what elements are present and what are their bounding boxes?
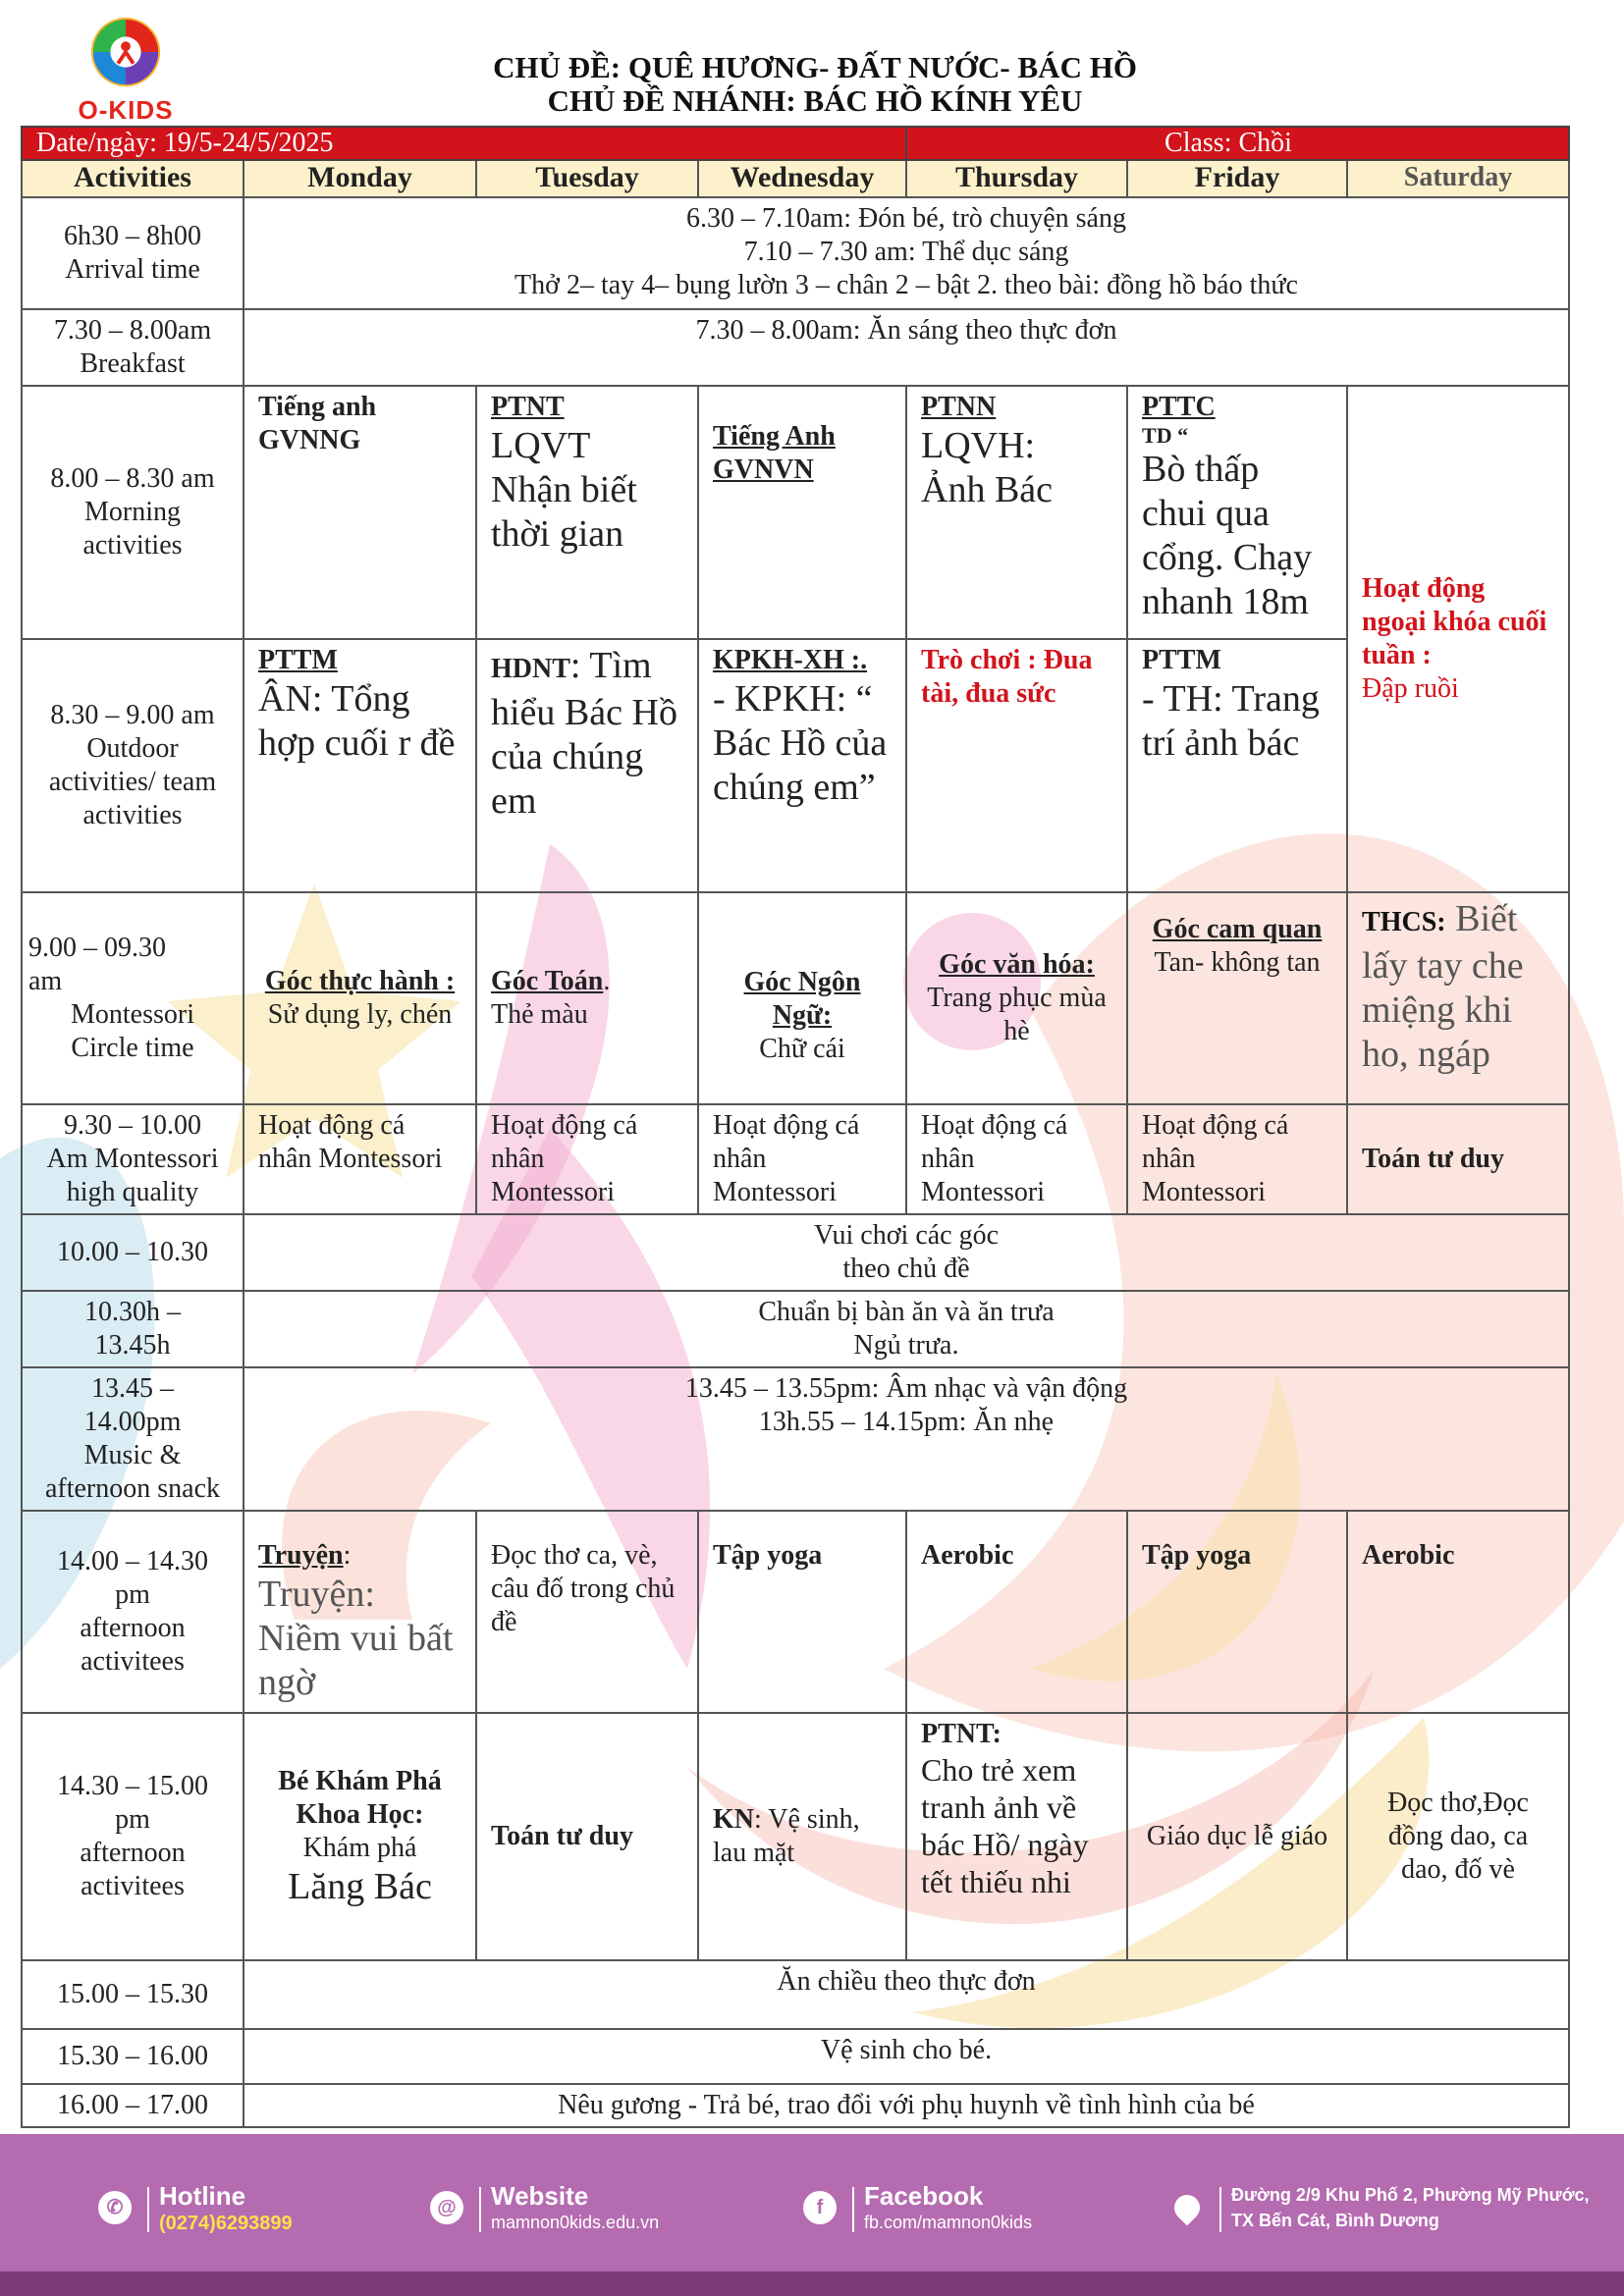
row-pickup <box>22 2084 1569 2127</box>
time-cell <box>22 1367 244 1511</box>
activity: Biết lấy tay che miệng khi ho, ngáp <box>1362 898 1524 1075</box>
time-text: 9.30 – 10.00 <box>64 1110 201 1141</box>
cell-mon <box>244 1511 476 1713</box>
time-cell <box>22 1291 244 1367</box>
activity: - KPKH: “ Bác Hồ của chúng em” <box>713 678 888 808</box>
time-label: activities <box>82 800 183 830</box>
col-header-tuesday: Tuesday <box>476 160 698 197</box>
time-text: 8.00 – 8.30 am <box>50 463 215 494</box>
activity: : Tìm hiểu Bác Hồ của chúng em <box>491 645 677 822</box>
time-text: 10.30h – <box>84 1297 181 1327</box>
cell-fri <box>1127 639 1347 892</box>
row-corners <box>22 1214 1569 1291</box>
location-pin-icon <box>1169 2190 1206 2226</box>
footer-hotline[interactable] <box>98 2181 393 2240</box>
category: THCS: <box>1362 907 1446 937</box>
time-cell <box>22 1511 244 1713</box>
schedule-header-bar <box>22 127 1569 160</box>
time-label: activities/ team <box>48 767 217 797</box>
cell-thu: Aerobic <box>906 1511 1127 1713</box>
cell-wed: Tập yoga <box>698 1511 906 1713</box>
activity-line: Montessori <box>491 1177 615 1207</box>
time-label: Circle time <box>71 1033 194 1063</box>
activity: Truyện: Niềm vui bất ngờ <box>258 1574 454 1703</box>
address-line-2: TX Bến Cát, Bình Dương <box>1231 2211 1439 2230</box>
footer-divider <box>1219 2187 1221 2232</box>
category: PTNT: <box>921 1719 1001 1749</box>
time-cell <box>22 1713 244 1960</box>
arrival-line: Thở 2– tay 4– bụng lườn 3 – chân 2 – bật 2. theo bài: đồng hồ báo thức <box>514 270 1298 300</box>
cell-mon <box>244 386 476 639</box>
subject: Tiếng Anh <box>713 421 836 452</box>
cell-sat: Đọc thơ,Đọc đồng dao, ca dao, đố vè <box>1347 1713 1569 1960</box>
subject: TD “ <box>1142 423 1189 448</box>
cell-tue <box>476 386 698 639</box>
cell-thu <box>906 1104 1127 1214</box>
lunch-line: Ngủ trưa. <box>853 1330 959 1361</box>
time-cell <box>22 639 244 892</box>
snack-cell: Ăn chiều theo thực đơn <box>244 1960 1569 2029</box>
category: KPKH-XH :. <box>713 645 868 675</box>
arrival-line: 6.30 – 7.10am: Đón bé, trò chuyện sáng <box>686 203 1126 234</box>
corner: Góc cam quan <box>1152 914 1323 944</box>
activity-line: Hoạt động cá <box>1142 1110 1289 1141</box>
activity: Tan- không tan <box>1154 947 1321 978</box>
page-title: CHỦ ĐỀ: QUÊ HƯƠNG- ĐẤT NƯỚC- BÁC HỒ <box>493 50 1137 84</box>
time-label: Breakfast <box>80 348 186 379</box>
website-label: Website <box>491 2181 589 2211</box>
cell-tue: Đọc thơ ca, vè, câu đố trong chủ đề <box>476 1511 698 1713</box>
row-arrival <box>22 197 1569 309</box>
activity: : Vệ sinh, lau mặt <box>713 1804 860 1868</box>
row-afternoon-2 <box>22 1713 1569 1960</box>
logo-emblem-icon <box>87 14 164 90</box>
row-outdoor <box>22 639 1569 892</box>
logo-text: O-KIDS <box>78 95 174 125</box>
category-punct: : <box>343 1540 352 1571</box>
time-label: afternoon snack <box>44 1473 221 1504</box>
activity-line: Hoạt động cá <box>921 1110 1068 1141</box>
col-header-friday: Friday <box>1127 160 1347 197</box>
sat-activity: Đập ruồi <box>1362 673 1459 704</box>
website-url: mamnon0kids.edu.vn <box>491 2213 660 2232</box>
activity: Lăng Bác <box>288 1865 432 1907</box>
time-text: 13.45h <box>94 1330 171 1361</box>
okids-logo <box>67 14 185 125</box>
address-line-1: Đường 2/9 Khu Phố 2, Phường Mỹ Phước, <box>1231 2185 1590 2205</box>
time-label: Music & <box>83 1440 182 1470</box>
date-range: Date/ngày: 19/5-24/5/2025 <box>22 127 906 160</box>
time-label: activities <box>82 530 183 561</box>
cell-mon <box>244 1713 476 1960</box>
cell-wed <box>698 1713 906 1960</box>
activity: Ảnh Bác <box>921 469 1054 510</box>
row-lunch <box>22 1291 1569 1367</box>
time-text: 8.30 – 9.00 am <box>50 700 215 730</box>
activity-line: Montessori <box>1142 1177 1267 1207</box>
footer-divider <box>479 2187 481 2232</box>
time-text: 9.00 – 09.30 <box>28 933 166 963</box>
cell-thu <box>906 386 1127 639</box>
schedule-table <box>21 126 1570 2128</box>
corners-line: Vui chơi các góc <box>813 1220 1000 1251</box>
cell-wed <box>698 639 906 892</box>
col-header-thursday: Thursday <box>906 160 1127 197</box>
pickup-cell: Nêu gương - Trả bé, trao đổi với phụ huynh về tình hình của bé <box>244 2084 1569 2127</box>
col-header-saturday: Saturday <box>1347 160 1569 197</box>
time-text: 13.45 – <box>91 1373 174 1404</box>
row-afternoon-1 <box>22 1511 1569 1713</box>
cell-wed <box>698 892 906 1104</box>
time-cell <box>22 197 244 309</box>
time-label: afternoon <box>80 1613 186 1643</box>
cell-wed <box>698 1104 906 1214</box>
category: PTTM <box>1142 645 1221 675</box>
arrival-line: 7.10 – 7.30 am: Thể dục sáng <box>743 237 1069 267</box>
time-text: pm <box>115 1579 150 1610</box>
time-label: high quality <box>66 1177 199 1207</box>
corner: Góc Toán <box>491 966 604 996</box>
time-text: pm <box>115 1804 150 1835</box>
cell-fri <box>1127 1104 1347 1214</box>
activity-line: Hoạt động cá <box>491 1110 638 1141</box>
time-cell: 15.00 – 15.30 <box>22 1960 244 2029</box>
activity: ÂN: Tổng hợp cuối r đề <box>258 678 456 764</box>
cell-tue <box>476 639 698 892</box>
activity-line: Montessori <box>921 1177 1046 1207</box>
facebook-label: Facebook <box>864 2181 984 2211</box>
subject: Tiếng anh <box>258 392 377 422</box>
lunch-cell <box>244 1291 1569 1367</box>
cell-mon <box>244 639 476 892</box>
row-circle-time <box>22 892 1569 1104</box>
footer-facebook[interactable] <box>803 2181 1098 2240</box>
category: PTTC <box>1142 392 1216 422</box>
cell-thu <box>906 639 1127 892</box>
activity: - TH: Trang trí ảnh bác <box>1142 678 1320 764</box>
phone-icon: ✆ <box>98 2191 132 2224</box>
cell-tue <box>476 892 698 1104</box>
activity: Thẻ màu <box>491 999 588 1030</box>
corners-line: theo chủ đề <box>842 1254 970 1284</box>
cell-sat: Aerobic <box>1347 1511 1569 1713</box>
time-cell: 15.30 – 16.00 <box>22 2029 244 2084</box>
footer-strip <box>0 2271 1624 2296</box>
cell-mon <box>244 892 476 1104</box>
category: Truyện <box>258 1540 344 1571</box>
subject: LQVH: <box>921 425 1036 466</box>
activity-line: nhân <box>1142 1144 1196 1174</box>
time-label: Arrival time <box>65 254 200 285</box>
cell-fri: Giáo dục lễ giáo <box>1127 1713 1347 1960</box>
cell-sat <box>1347 892 1569 1104</box>
arrival-cell <box>244 197 1569 309</box>
time-label: afternoon <box>80 1838 186 1868</box>
corner: Góc Ngôn Ngữ: <box>743 967 861 1031</box>
col-header-activities: Activities <box>22 160 244 197</box>
activity: Bò thấp chui qua cổng. Chạy nhanh 18m <box>1142 449 1313 622</box>
cell-fri <box>1127 386 1347 639</box>
row-hygiene <box>22 2029 1569 2084</box>
time-cell <box>22 309 244 386</box>
cell-thu <box>906 1713 1127 1960</box>
time-cell <box>22 386 244 639</box>
music-line: 13.45 – 13.55pm: Âm nhạc và vận động <box>684 1373 1128 1404</box>
cell-thu <box>906 892 1127 1104</box>
activity-line: nhân <box>491 1144 545 1174</box>
time-cell: 10.00 – 10.30 <box>22 1214 244 1291</box>
subject: LQVT <box>491 425 591 466</box>
time-label: activitees <box>81 1646 185 1677</box>
activity-line: nhân <box>921 1144 975 1174</box>
class-name: Class: Chồi <box>906 127 1569 160</box>
time-label: Outdoor <box>86 733 179 764</box>
facebook-icon: f <box>803 2191 837 2224</box>
cell-fri <box>1127 892 1347 1104</box>
page-titles <box>295 51 1335 118</box>
row-breakfast <box>22 309 1569 386</box>
col-header-monday: Monday <box>244 160 476 197</box>
category: PTTM <box>258 645 338 675</box>
music-line: 13h.55 – 14.15pm: Ăn nhẹ <box>758 1407 1055 1437</box>
music-cell <box>244 1367 1569 1511</box>
cell-tue: Toán tư duy <box>476 1713 698 1960</box>
activity-line: nhân <box>713 1144 767 1174</box>
row-snack <box>22 1960 1569 2029</box>
time-cell <box>22 892 244 1104</box>
page-subtitle: CHỦ ĐỀ NHÁNH: BÁC HỒ KÍNH YÊU <box>547 83 1083 118</box>
hotline-label: Hotline <box>159 2181 246 2211</box>
activity-line: Montessori <box>713 1177 837 1207</box>
row-montessori <box>22 1104 1569 1214</box>
activity: Khám phá <box>302 1832 417 1863</box>
activity: Chữ cái <box>759 1034 845 1064</box>
time-text: 14.00pm <box>83 1407 182 1437</box>
corner: Góc thực hành : <box>264 966 456 996</box>
activity: Cho trẻ xem tranh ảnh về bác Hồ/ ngày tết thiếu nhi <box>921 1752 1089 1899</box>
activity: Trang phục mùa hè <box>927 983 1107 1046</box>
category: HDNT <box>491 654 570 684</box>
activity: Trò chơi : Đua tài, đua sức <box>921 645 1093 709</box>
row-music <box>22 1367 1569 1511</box>
category: KN <box>713 1804 754 1835</box>
at-icon: @ <box>430 2191 463 2224</box>
activity-line: Hoạt động cá <box>713 1110 860 1141</box>
hotline-number: (0274)6293899 <box>159 2213 293 2234</box>
lunch-line: Chuẩn bị bàn ăn và ăn trưa <box>758 1297 1055 1327</box>
time-label: Morning <box>84 497 181 527</box>
category: Bé Khám Phá Khoa Học: <box>278 1765 442 1830</box>
footer-bar <box>0 2134 1624 2271</box>
category: PTNN <box>921 392 997 422</box>
breakfast-cell: 7.30 – 8.00am: Ăn sáng theo thực đơn <box>244 309 1569 386</box>
cell-fri: Tập yoga <box>1127 1511 1347 1713</box>
sat-activity-title: Hoạt động ngoại khóa cuối tuần : <box>1362 573 1547 670</box>
category: PTNT <box>491 392 565 422</box>
time-label: Montessori <box>71 999 194 1030</box>
col-header-wednesday: Wednesday <box>698 160 906 197</box>
row-morning <box>22 386 1569 639</box>
time-label: Am Montessori <box>46 1144 219 1174</box>
teacher: GVNVN <box>713 454 814 485</box>
corners-cell <box>244 1214 1569 1291</box>
footer-address <box>1170 2181 1590 2240</box>
footer-website[interactable] <box>430 2181 725 2240</box>
time-label: activitees <box>81 1871 185 1901</box>
facebook-url: fb.com/mamnon0kids <box>864 2213 1033 2232</box>
cell-sat-outdoor <box>1347 386 1569 892</box>
cell-mon: Hoạt động cá nhân Montessori <box>244 1104 476 1214</box>
time-cell <box>22 1104 244 1214</box>
day-header-row <box>22 160 1569 197</box>
corner: Góc văn hóa: <box>939 949 1095 980</box>
time-text: 7.30 – 8.00am <box>53 315 212 346</box>
time-cell: 16.00 – 17.00 <box>22 2084 244 2127</box>
time-label: am <box>28 966 63 996</box>
footer-divider <box>147 2187 149 2232</box>
cell-wed <box>698 386 906 639</box>
hygiene-cell: Vệ sinh cho bé. <box>244 2029 1569 2084</box>
teacher: GVNNG <box>258 425 361 455</box>
activity: Nhận biết thời gian <box>491 469 637 555</box>
time-text: 14.30 – 15.00 <box>57 1771 208 1801</box>
corner-punct: . <box>603 966 611 996</box>
cell-sat: Toán tư duy <box>1347 1104 1569 1214</box>
footer-divider <box>852 2187 854 2232</box>
time-text: 6h30 – 8h00 <box>64 221 201 251</box>
activity: Sử dụng ly, chén <box>267 999 453 1030</box>
time-text: 14.00 – 14.30 <box>57 1546 208 1576</box>
cell-tue <box>476 1104 698 1214</box>
